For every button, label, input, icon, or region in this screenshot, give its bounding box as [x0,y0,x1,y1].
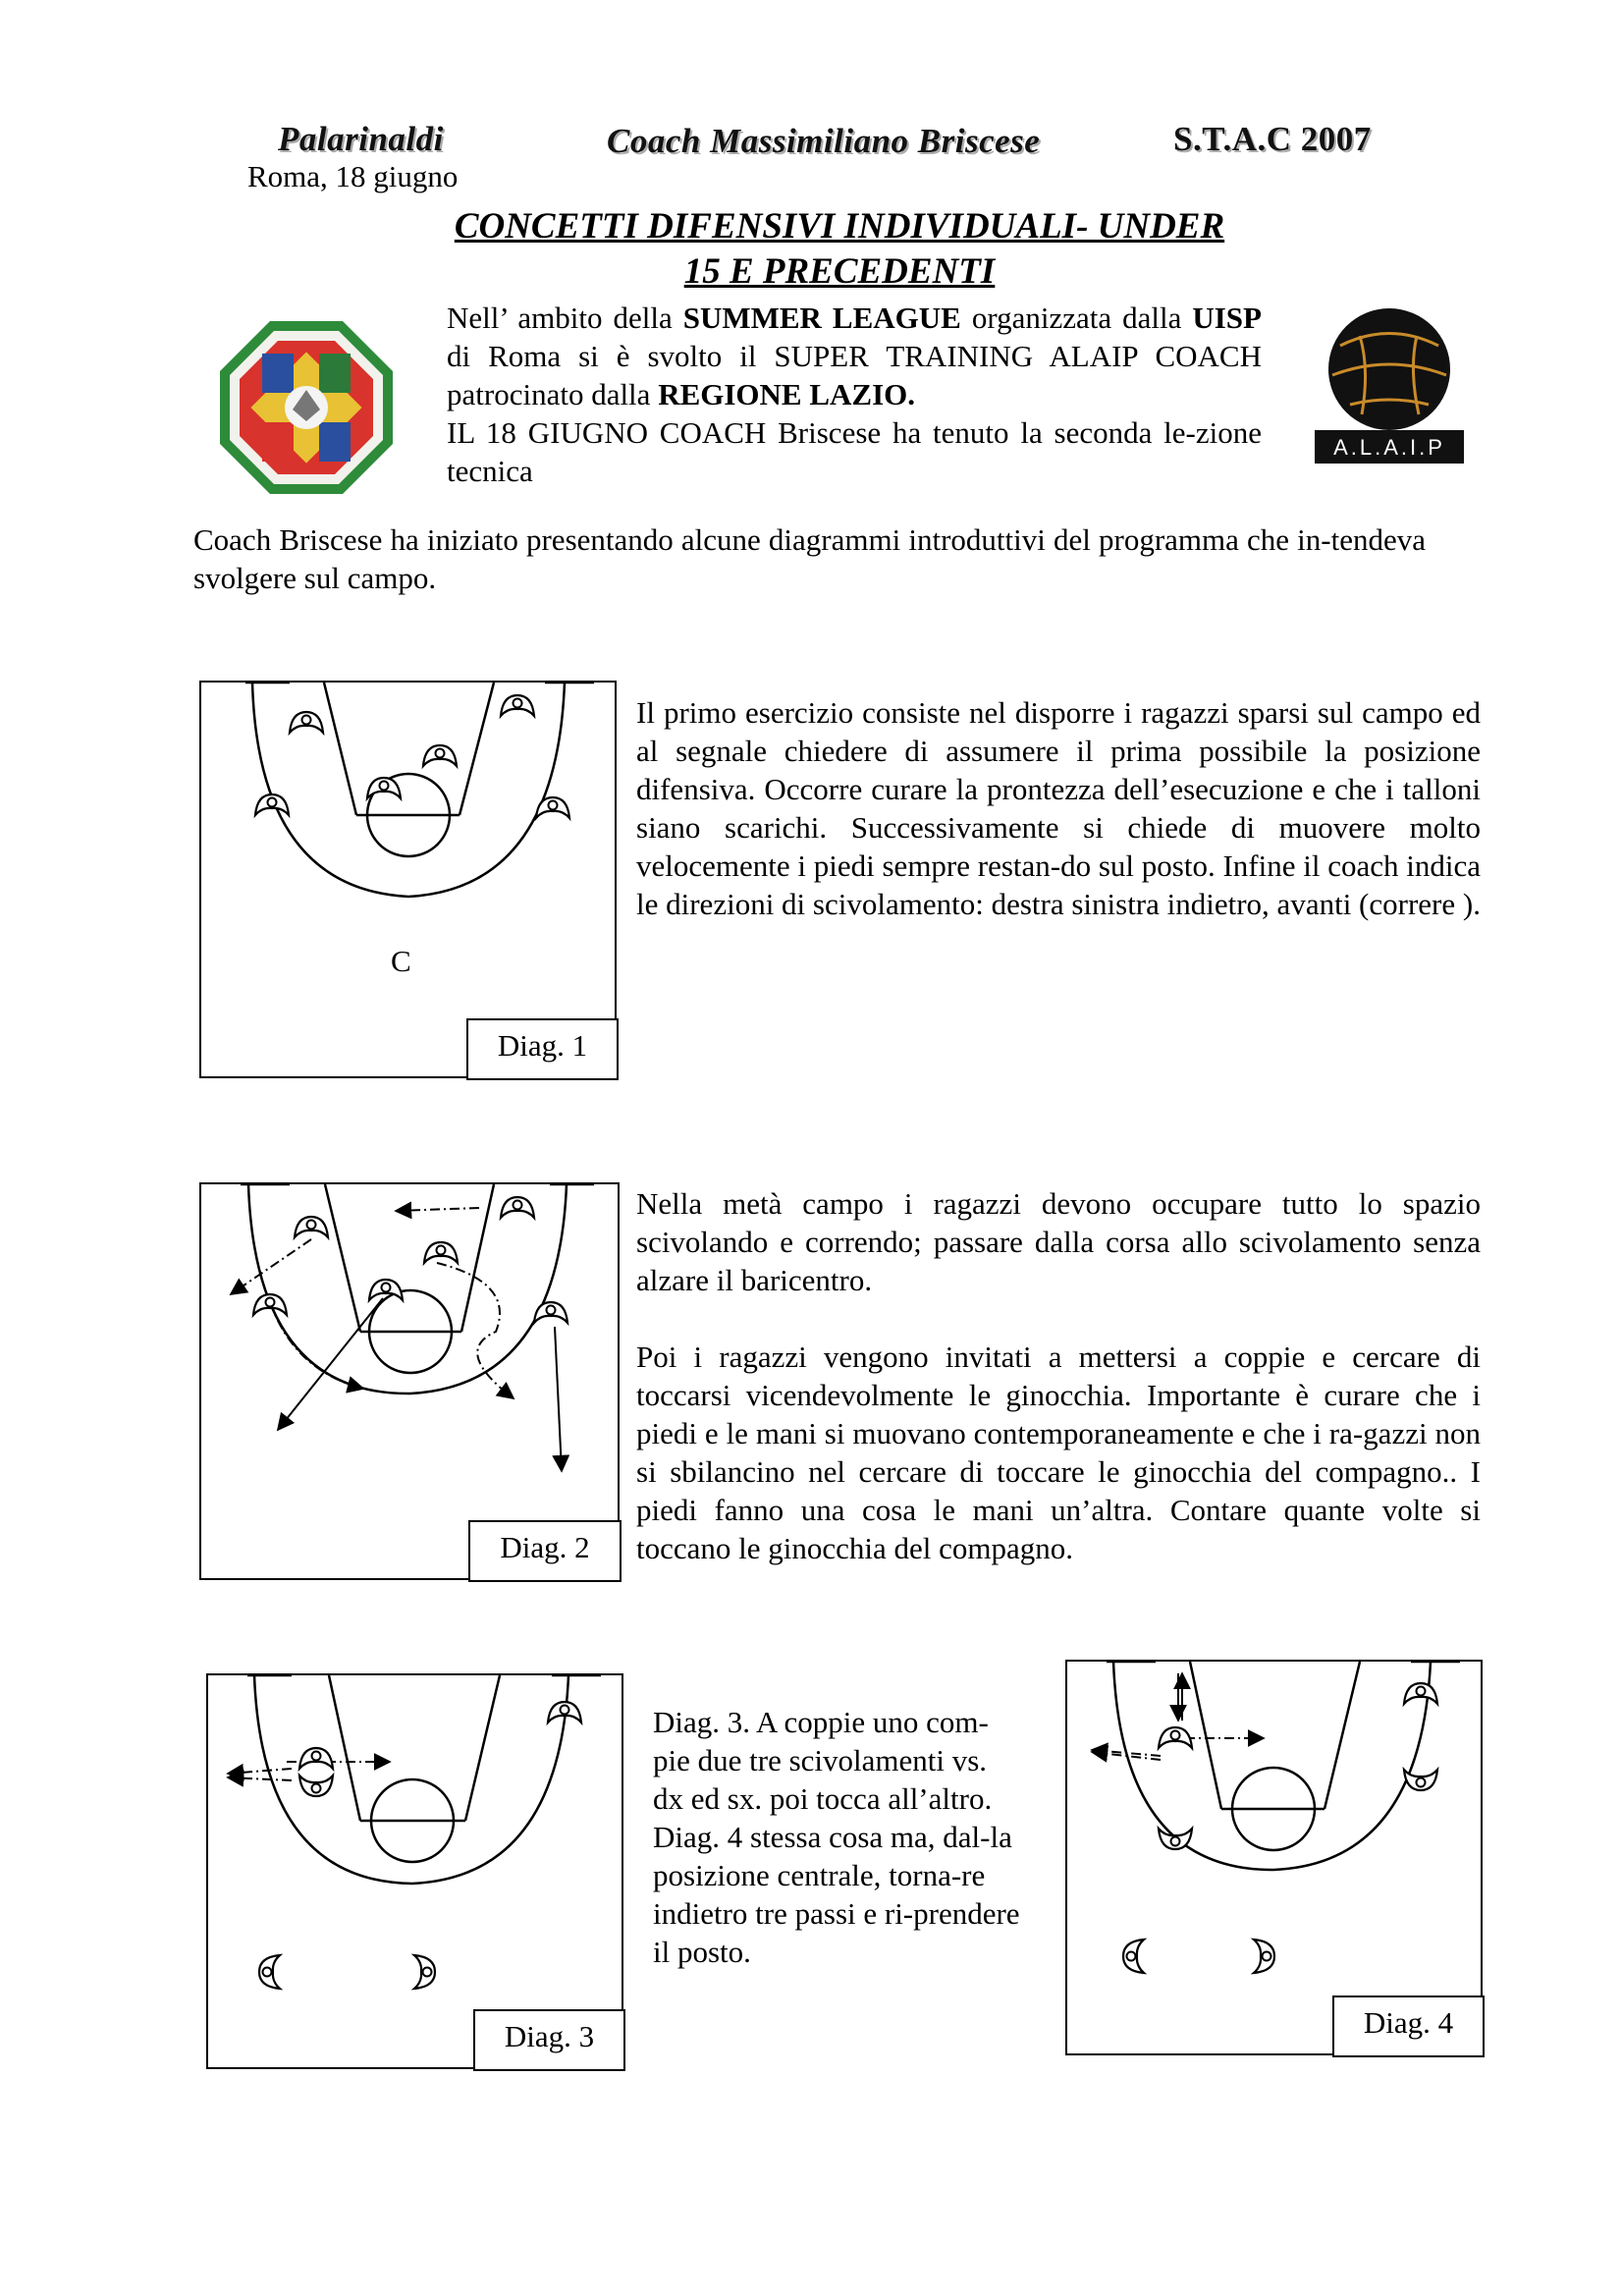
defender-symbol [1159,1727,1192,1748]
defenders [253,1197,568,1323]
defender-symbol [501,695,534,716]
diagram-4-court [1065,1660,1483,2055]
intro-text: Nell’ ambito della SUMMER LEAGUE organizzata dalla UISP di Roma si è svolto il SUPER TRAINING ALAIP COACH patrocinato dalla REGIONE LAZIO. IL 18 GIUGNO COACH Briscese ha tenuto la seconda le-zione tecnica [447,301,1262,488]
defender-symbol [255,794,289,815]
defender-symbol [1404,1683,1437,1704]
defenders [259,1702,581,1989]
diagram-3-text: Diag. 3. A coppie uno com-pie due tre scivolamenti vs. dx ed sx. poi tocca all’altro. Diag. 4 stessa cosa ma, dal-la posizione centrale, torna-re indietro tre passi e ri-prendere il posto. [653,1705,1020,1969]
defender-symbol [501,1197,534,1218]
diagram-3-label: Diag. 3 [473,2009,625,2071]
alaip-logo [1311,306,1468,465]
diagram-3-court [206,1673,623,2069]
regione-lazio-logo [218,319,395,496]
page-title [324,204,1355,295]
diagram-2-court [199,1182,620,1580]
diagram-2-text-2: Poi i ragazzi vengono invitati a mettersi a coppie e cercare di toccarsi vicendevolmente le ginocchia. Importante è curare che i piedi e le mani si muovano contemporaneamente e che i ra-gazzi non si sbilancino nel cercare di toccare le ginocchia del compagno.. I piedi fanno una cosa le mani un’altra. Contare quante volte si toccano le ginocchia del compagno. [636,1339,1481,1565]
title-line-2: 15 E PRECEDENTI [683,251,996,292]
defender-symbol [259,1955,280,1989]
intro-paragraph [447,299,1262,490]
defender-symbol [1123,1940,1144,1973]
event-title: S.T.A.C 2007 [1173,120,1372,158]
coach-title: Coach Massimiliano Briscese [607,122,1041,160]
diagram-1-text: Il primo esercizio consiste nel disporre i ragazzi sparsi sul campo ed al segnale chiedere di assumere il prima possibile la posizione difensiva. Occorre curare la prontezza dell’esecuzione e che i talloni siano scarichi. Successivamente si chiede di muovere molto velocemente i piedi sempre restan-do sul posto. Infine il coach indica le direzioni di scivolamento: destra sinistra indietro, avanti (correre ). [636,695,1481,921]
defender-symbol [299,1776,333,1796]
date-line: Roma, 18 giugno [247,159,459,193]
court-lines [241,1184,594,1394]
diagram-2-text-1: Nella metà campo i ragazzi devono occupare tutto lo spazio scivolando e correndo; passare dalla corsa allo scivolamento senza alzare il baricentro. [636,1186,1481,1297]
defender-symbol [299,1748,333,1769]
defenders [255,695,569,818]
title-line-1: CONCETTI DIFENSIVI INDIVIDUALI- UNDER [454,206,1225,246]
diagram-2-label: Diag. 2 [468,1520,622,1582]
venue-title: Palarinaldi [278,120,444,158]
defender-symbol [534,1302,568,1323]
opening-paragraph: Coach Briscese ha iniziato presentando alcune diagrammi introduttivi del programma che in-tendeva svolgere sul campo. [193,522,1426,595]
defender-symbol [253,1294,287,1315]
diagram-1-label: Diag. 1 [466,1018,619,1080]
coach-marker: C [391,944,411,978]
slide-paths [228,1762,390,1780]
defender-symbol [290,712,323,733]
defender-symbol [424,1242,458,1263]
defender-symbol [1404,1770,1437,1790]
defender-symbol [414,1955,435,1989]
defender-symbol [536,797,569,818]
defenders [1123,1683,1437,1973]
defender-symbol [423,745,457,766]
diagram-4-label: Diag. 4 [1332,1995,1485,2057]
movement-paths [231,1208,562,1471]
defender-symbol [295,1217,328,1237]
defender-symbol [1254,1940,1274,1973]
diagram-1-court [199,681,617,1078]
alaip-logo-text: A.L.A.I.P [1333,435,1445,460]
defender-symbol [367,778,401,798]
